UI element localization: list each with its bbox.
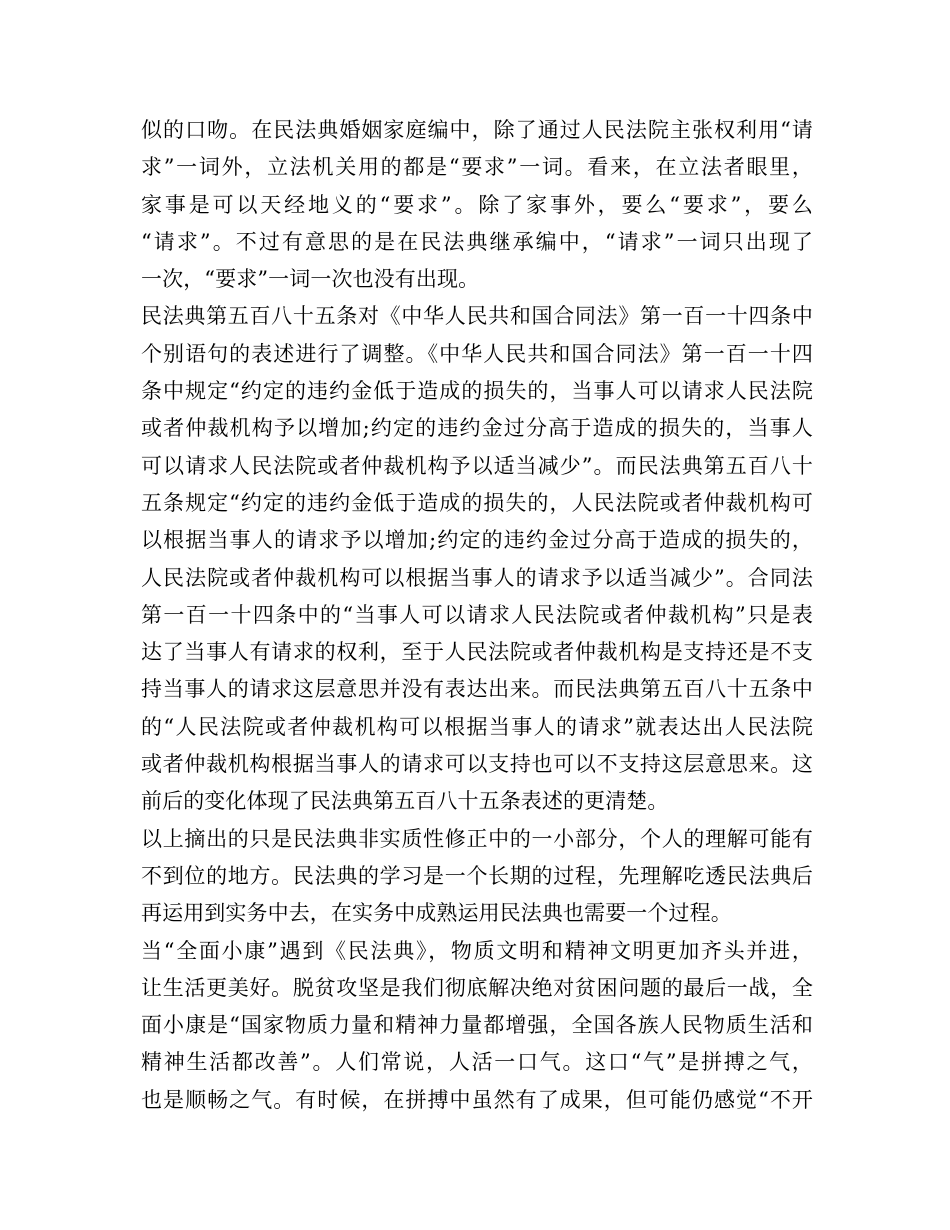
text-line: 条中规定“约定的违约金低于造成的损失的，当事人可以请求人民法院: [141, 379, 813, 404]
text-line: 当“全面小康”遇到《民法典》，物质文明和精神文明更加齐头并进，: [141, 938, 813, 963]
text-line: 个别语句的表述进行了调整。《中华人民共和国合同法》第一百一十四: [141, 341, 813, 366]
text-line: 人民法院或者仲裁机构可以根据当事人的请求予以适当减少”。合同法: [141, 565, 813, 590]
text-line: 以根据当事人的请求予以增加;约定的违约金过分高于造成的损失的，: [141, 528, 813, 553]
text-line: “请求”。不过有意思的是在民法典继承编中，“请求”一词只出现了: [141, 229, 813, 254]
text-line: 面小康是“国家物质力量和精神力量都增强，全国各族人民物质生活和: [141, 1013, 813, 1038]
text-line: 求”一词外，立法机关用的都是“要求”一词。看来，在立法者眼里，: [141, 155, 813, 180]
paragraph-end-line: 前后的变化体现了民法典第五百八十五条表述的更清楚。: [141, 789, 669, 814]
text-line: 似的口吻。在民法典婚姻家庭编中，除了通过人民法院主张权利用“请: [141, 118, 813, 142]
text-line: 家事是可以天经地义的“要求”。除了家事外，要么“要求”，要么: [141, 192, 813, 217]
text-line: 以上摘出的只是民法典非实质性修正中的一小部分，个人的理解可能有: [141, 826, 813, 851]
paragraph-end-line: 一次，“要求”一词一次也没有出现。: [141, 267, 480, 292]
text-line: 精神生活都改善”。人们常说，人活一口气。这口“气”是拼搏之气，: [141, 1050, 813, 1075]
text-line: 也是顺畅之气。有时候，在拼搏中虽然有了成果，但可能仍感觉“不开: [141, 1087, 813, 1112]
body-text: [141, 112, 813, 1119]
text-line: 的“人民法院或者仲裁机构可以根据当事人的请求”就表达出人民法院: [141, 714, 813, 739]
text-line: 五条规定“约定的违约金低于造成的损失的，人民法院或者仲裁机构可: [141, 490, 813, 515]
paragraph-end-line: 再运用到实务中去，在实务中成熟运用民法典也需要一个过程。: [141, 901, 732, 926]
text-line: 可以请求人民法院或者仲裁机构予以适当减少”。而民法典第五百八十: [141, 453, 813, 478]
text-line: 不到位的地方。民法典的学习是一个长期的过程，先理解吃透民法典后: [141, 863, 813, 888]
text-line: 持当事人的请求这层意思并没有表达出来。而民法典第五百八十五条中: [141, 677, 813, 702]
text-line: 第一百一十四条中的“当事人可以请求人民法院或者仲裁机构”只是表: [141, 602, 813, 627]
text-line: 或者仲裁机构予以增加;约定的违约金过分高于造成的损失的，当事人: [141, 416, 813, 441]
text-line: 民法典第五百八十五条对《中华人民共和国合同法》第一百一十四条中: [141, 304, 813, 329]
text-line: 达了当事人有请求的权利，至于人民法院或者仲裁机构是支持还是不支: [141, 640, 813, 665]
text-line: 让生活更美好。脱贫攻坚是我们彻底解决绝对贫困问题的最后一战，全: [141, 975, 813, 1000]
text-line: 或者仲裁机构根据当事人的请求可以支持也可以不支持这层意思来。这: [141, 752, 813, 777]
